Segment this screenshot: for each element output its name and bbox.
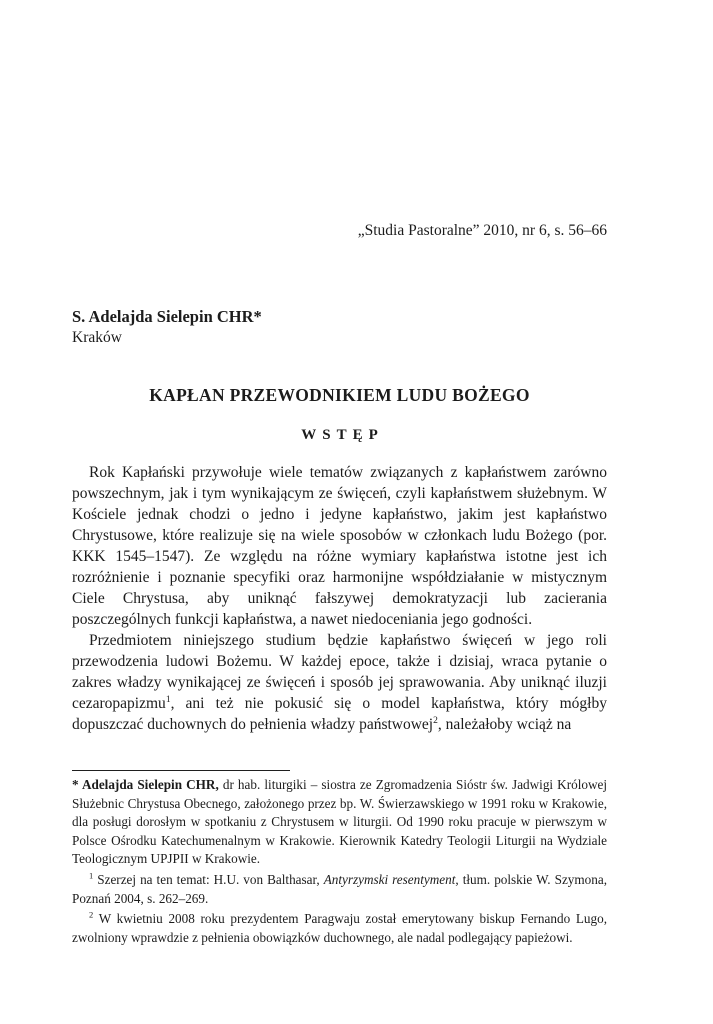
article-body bbox=[72, 462, 607, 735]
footnote-1-text-b: , tłum. polskie W. Szymona, Poznań 2004, s. 262–269. bbox=[72, 871, 607, 906]
footnote-star bbox=[72, 776, 607, 869]
paragraph-1: Rok Kapłański przywołuje wiele tematów związanych z kapłaństwem zarówno powszechnym, jak i tym wynikającym ze święceń, czyli kapłaństwem służebnym. W Kościele jednak chodzi o jedno i jedyne kapłaństwo, jakim jest kapłaństwo Chrystusowe, które realizuje się na wiele sposobów w członkach ludu Bożego (por. KKK 1545–1547). Ze względu na różne wymiary kapłaństwa istotne jest ich rozróżnienie i poznanie specyfiki oraz harmonijne współdziałanie w mistycznym Ciele Chrystusa, aby uniknąć fałszywej demokratyzacji lub zacierania poszczególnych funkcji kapłaństwa, a nawet niedoceniania jego godności. bbox=[72, 464, 607, 628]
paragraph-2-text-b: , ani też nie pokusić się o model kapłaństwa, który mógłby dopuszczać duchownych do pełnienia władzy państwowej bbox=[72, 695, 607, 733]
journal-citation: „Studia Pastoralne” 2010, nr 6, s. 56–66 bbox=[357, 222, 607, 239]
footnote-star-author: * Adelajda Sielepin CHR, bbox=[72, 777, 219, 792]
author-block bbox=[72, 306, 607, 348]
article-title: KAPŁAN PRZEWODNIKIEM LUDU BOŻEGO bbox=[149, 385, 530, 405]
footnote-2-marker: 2 bbox=[89, 909, 94, 920]
footnotes-block bbox=[72, 776, 607, 947]
footnote-1-work-title: Antyrzymski resentyment bbox=[323, 871, 456, 887]
section-heading-wstep: WSTĘP bbox=[301, 427, 384, 443]
footnote-2-text: W kwietniu 2008 roku prezydentem Paragwaju został emerytowany biskup Fernando Lugo, zwolniony wprawdzie z pełnienia obowiązków duchownego, ale nadal podlegający papieżowi. bbox=[72, 911, 607, 945]
author-name: S. Adelajda Sielepin CHR* bbox=[72, 307, 262, 326]
author-city: Kraków bbox=[72, 329, 122, 346]
footnote-separator-line bbox=[72, 770, 290, 771]
footnote-1 bbox=[72, 871, 607, 908]
paragraph-2-text-c: , należałoby wciąż na bbox=[437, 716, 572, 733]
footnote-star-text: dr hab. liturgiki – siostra ze Zgromadzenia Sióstr św. Jadwigi Królowej Służebnic Chrystusa Obecnego, założonego przez bp. W. Świerzawskiego w 1991 roku w Krakowie, dla posługi dorosłym w spotkaniu z Chrystusem w liturgii. Od 1990 roku pracuje w pierwszym w Polsce Ośrodku Katechumenalnym w Krakowie. Kierownik Katedry Teologii Liturgii na Wydziale Teologicznym UPJPII w Krakowie. bbox=[72, 777, 607, 867]
footnote-2 bbox=[72, 910, 607, 947]
paragraph-2 bbox=[72, 630, 607, 735]
paragraph-2-text-a: Przedmiotem niniejszego studium będzie kapłaństwo święceń w jego roli przewodzenia ludowi Bożemu. W każdej epoce, także i dzisiaj, wraca pytanie o zakres władzy wynikającej ze święceń i sposób jej sprawowania. Aby uniknąć iluzji cezaropapizmu bbox=[72, 632, 607, 712]
footnote-1-text-a: Szerzej na ten temat: H.U. von Balthasar, bbox=[93, 871, 324, 887]
footnote-ref-1: 1 bbox=[165, 694, 171, 705]
footnote-ref-2: 2 bbox=[433, 715, 438, 726]
footnote-1-marker: 1 bbox=[89, 870, 94, 881]
